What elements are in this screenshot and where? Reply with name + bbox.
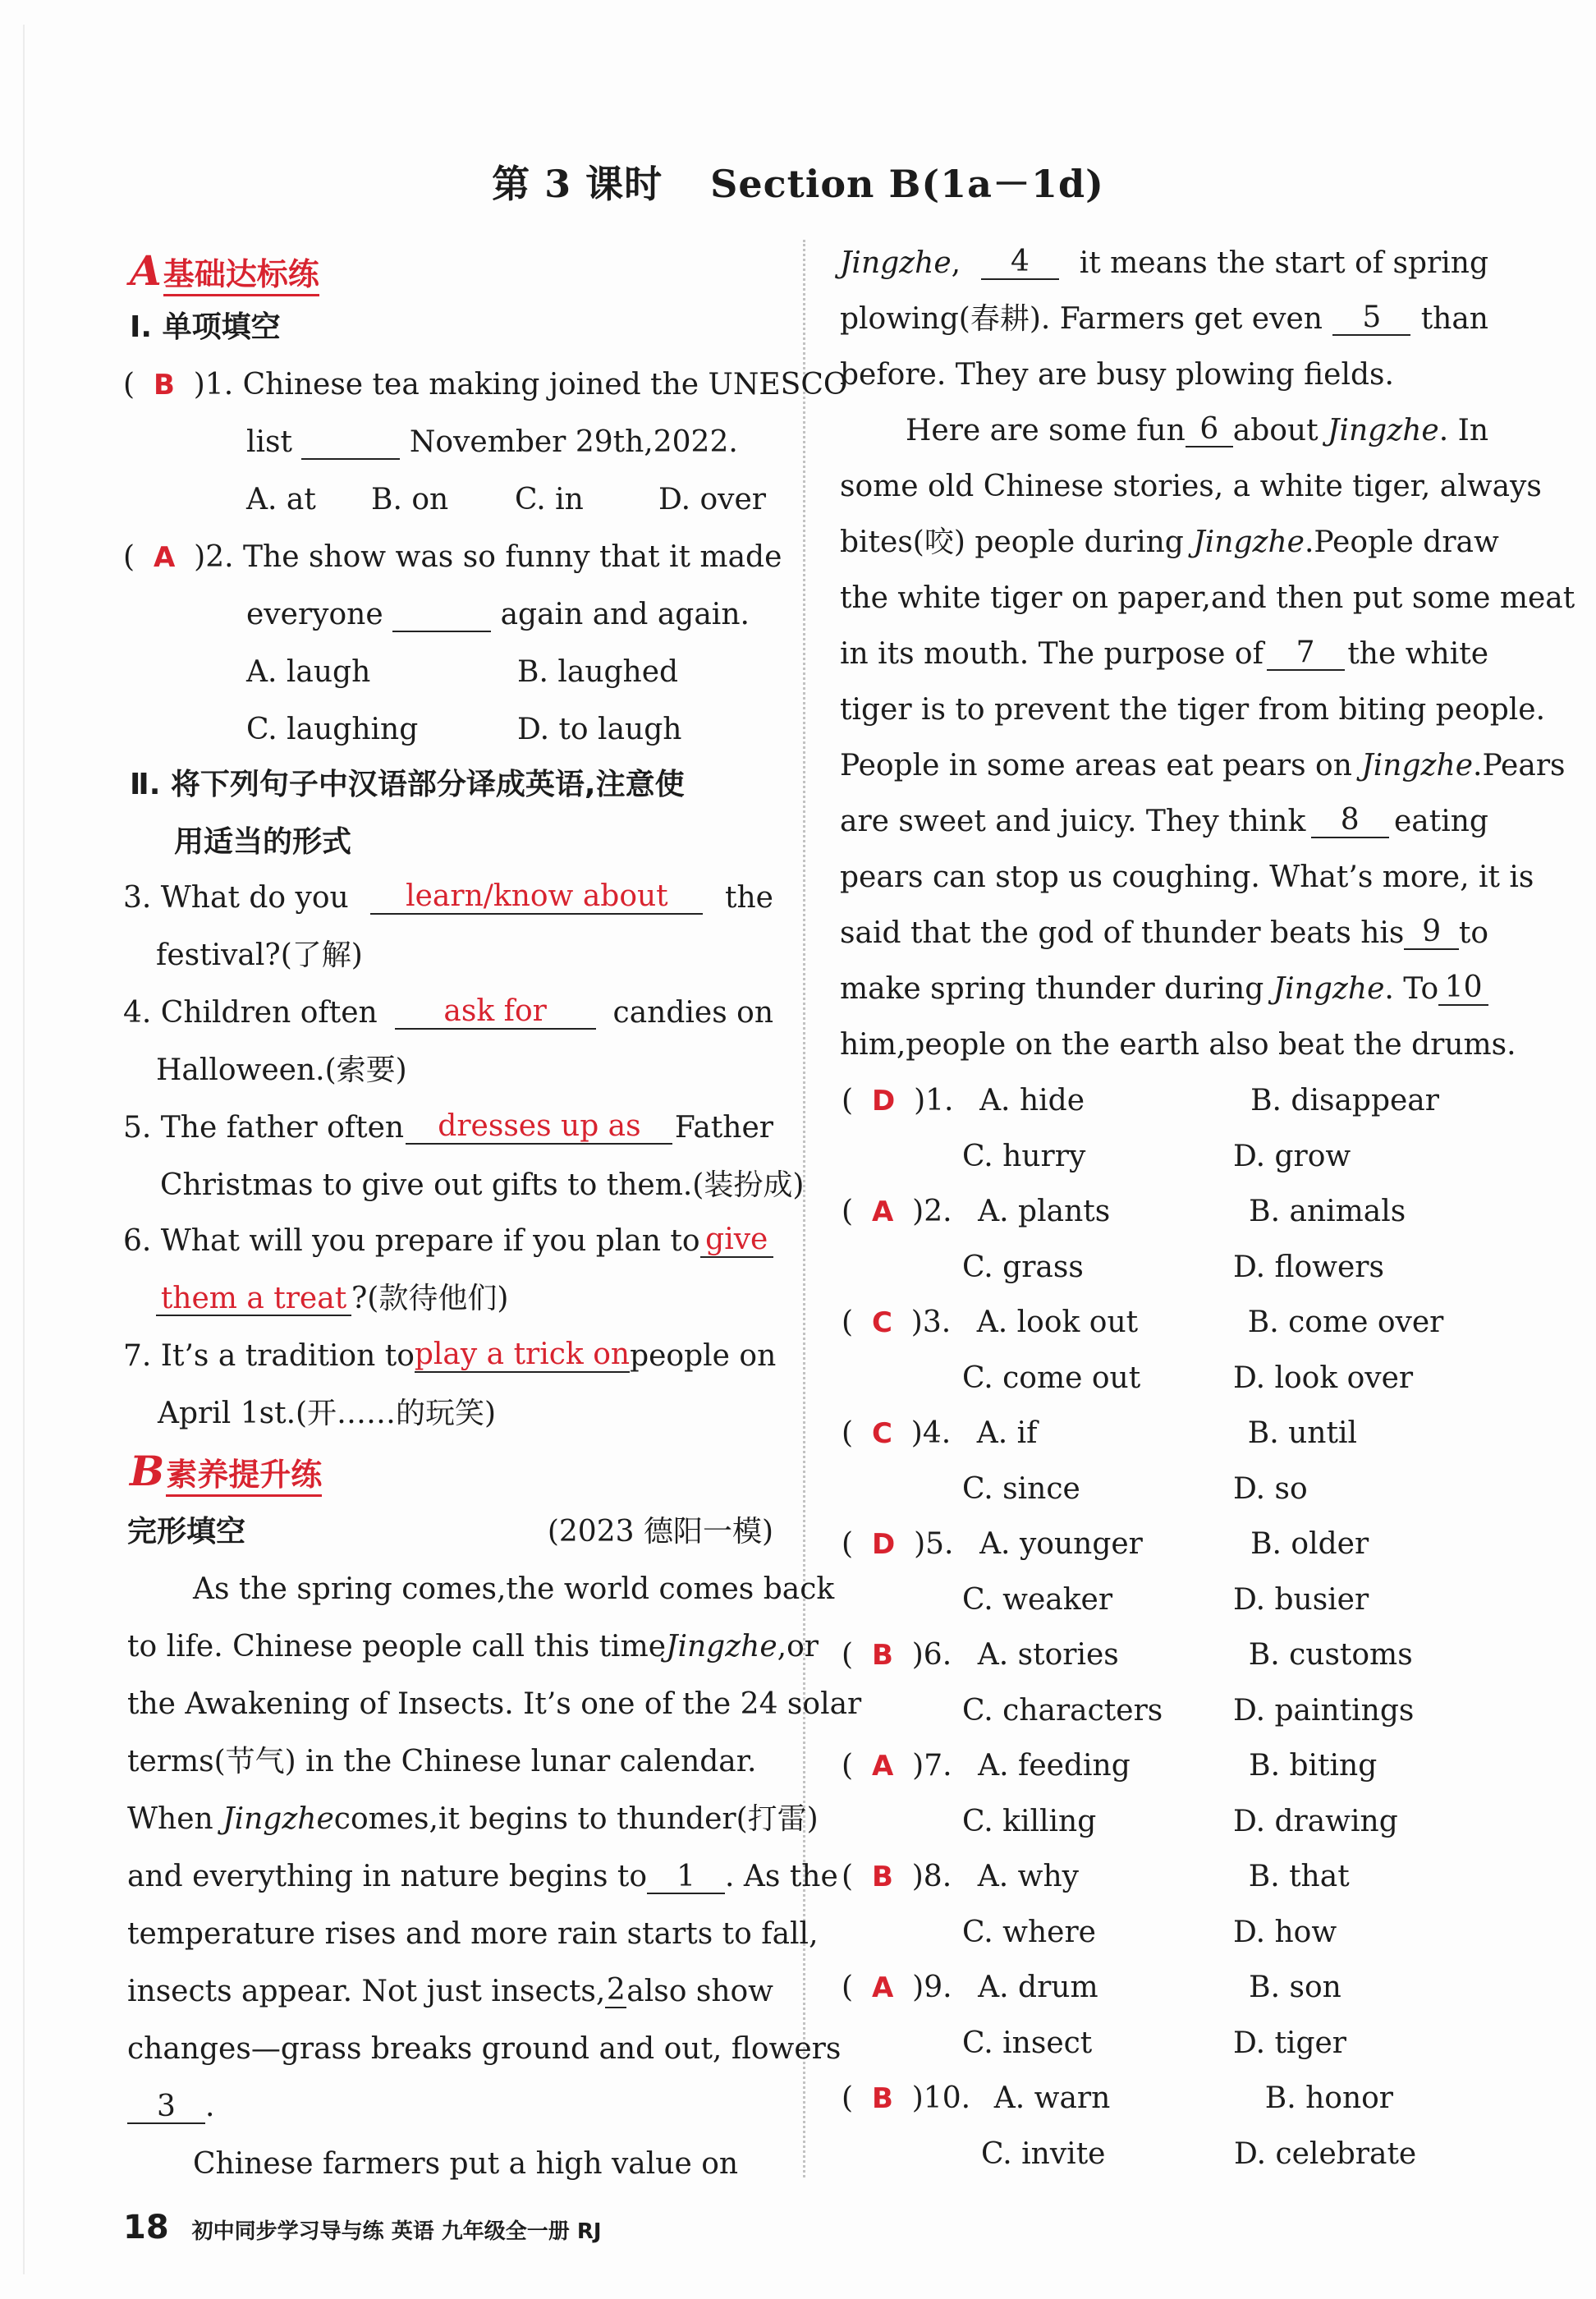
option: B. disappear xyxy=(1250,1084,1439,1117)
cloze-blank-5: 5 xyxy=(1332,302,1410,336)
cloze-text: make spring thunder during Jingzhe. To 10 xyxy=(840,972,1488,1006)
cloze-text: Here are some fun 6 about Jingzhe. In xyxy=(906,412,1488,447)
page-footer xyxy=(123,2209,602,2246)
cloze-text: changes—grass breaks ground and out, flowers xyxy=(127,2032,842,2066)
option: A. look out xyxy=(976,1306,1139,1339)
part2-heading: Ⅱ. 将下列句子中汉语部分译成英语,注意使 xyxy=(130,768,685,801)
answer-q6-part2: them a treat xyxy=(156,1283,351,1316)
option: A. stories xyxy=(977,1638,1119,1672)
cloze-question-9-options-cd xyxy=(962,2026,1346,2060)
cloze-blank-10: 10 xyxy=(1438,972,1488,1006)
cloze-question-9: ( A )9. A. drum B. son xyxy=(842,1971,1341,2004)
question-6: 6. What will you prepare if you plan to give xyxy=(123,1224,773,1258)
cloze-text: When Jingzhe comes,it begins to thunder(打雷) xyxy=(127,1802,819,1836)
option: A. hide xyxy=(979,1084,1085,1117)
cloze-question-2: ( A )2. A. plants B. animals xyxy=(842,1195,1406,1228)
answer-cloze-10: B xyxy=(871,2082,893,2115)
answer-cloze-1: D xyxy=(871,1085,896,1117)
cloze-text: tiger is to prevent the tiger from biting people. xyxy=(840,693,1546,727)
cloze-question-6-options-cd xyxy=(962,1694,1414,1728)
option: A. drum xyxy=(978,1971,1098,2004)
question-7-line2: April 1st.(开……的玩笑) xyxy=(158,1397,497,1430)
question-3: 3. What do you learn/know about the xyxy=(123,879,773,915)
answer-cloze-2: A xyxy=(871,1195,894,1228)
option: C. insect xyxy=(962,2026,1093,2060)
page-edge xyxy=(23,25,25,2274)
cloze-text: 3 . xyxy=(127,2090,214,2124)
cloze-text: said that the god of thunder beats his 9 to xyxy=(840,915,1488,950)
option: D. busier xyxy=(1233,1583,1369,1617)
answer-q7: play a trick on xyxy=(415,1339,630,1373)
cloze-question-2-options-cd xyxy=(962,1250,1384,1284)
question-3-line2: festival?(了解) xyxy=(156,938,363,972)
option: B. older xyxy=(1250,1527,1369,1561)
option: C. come out xyxy=(962,1361,1141,1395)
page-title: 第 3 课时 Section B(1a－1d) xyxy=(492,162,1104,206)
answer-cloze-5: D xyxy=(871,1528,896,1561)
option: C. characters xyxy=(962,1694,1163,1728)
question-6-line2: them a treat ?(款待他们) xyxy=(156,1282,508,1316)
cloze-blank-3: 3 xyxy=(127,2091,205,2124)
cloze-text: the Awakening of Insects. It’s one of the 24 solar xyxy=(127,1687,862,1721)
cloze-text: are sweet and juicy. They think 8 eating xyxy=(840,803,1488,838)
option: D. paintings xyxy=(1233,1694,1415,1728)
cloze-question-6: ( B )6. A. stories B. customs xyxy=(842,1638,1413,1672)
cloze-question-10-options-cd xyxy=(981,2137,1416,2171)
answer-q3: learn/know about xyxy=(370,881,703,915)
question-7: 7. It’s a tradition to play a trick on people on xyxy=(123,1338,777,1373)
cloze-text: temperature rises and more rain starts to fall, xyxy=(127,1917,819,1951)
option: D. drawing xyxy=(1233,1805,1398,1838)
answer-q5: dresses up as xyxy=(406,1111,672,1145)
option: C. killing xyxy=(962,1805,1097,1838)
cloze-text: pears can stop us coughing. What’s more, it is xyxy=(840,860,1534,894)
option: A. why xyxy=(977,1860,1079,1893)
option: B. animals xyxy=(1249,1195,1406,1228)
cloze-text: and everything in nature begins to 1 . As the xyxy=(127,1860,838,1893)
cloze-text: People in some areas eat pears on Jingzhe. Pears xyxy=(840,749,1566,782)
option: D. flowers xyxy=(1233,1250,1384,1284)
option: C. invite xyxy=(981,2137,1106,2171)
cloze-question-5: ( D )5. A. younger B. older xyxy=(842,1527,1369,1561)
cloze-text: terms(节气) in the Chinese lunar calendar. xyxy=(127,1745,757,1778)
page-number: 18 xyxy=(123,2209,169,2246)
question-2: ( A )2. The show was so funny that it made xyxy=(123,540,782,574)
cloze-question-8-options-cd xyxy=(962,1916,1337,1949)
section-b-heading: B 素养提升练 xyxy=(130,1447,323,1495)
cloze-question-3: ( C )3. A. look out B. come over xyxy=(842,1306,1444,1339)
cloze-heading-row xyxy=(127,1515,773,1549)
option: C. hurry xyxy=(962,1140,1086,1173)
option: A. warn xyxy=(993,2081,1111,2115)
question-2-line2: everyone again and again. xyxy=(246,598,750,631)
option: D. celebrate xyxy=(1234,2137,1417,2171)
question-4-line2: Halloween.(索要) xyxy=(156,1053,407,1087)
cloze-question-8: ( B )8. A. why B. that xyxy=(842,1860,1350,1893)
cloze-question-5-options-cd xyxy=(962,1583,1369,1617)
option: B. come over xyxy=(1247,1306,1444,1339)
part2-heading-cont: 用适当的形式 xyxy=(174,825,352,859)
question-5-line2: Christmas to give out gifts to them.(装扮成) xyxy=(160,1168,805,1202)
blank xyxy=(301,427,400,460)
cloze-blank-6: 6 xyxy=(1186,414,1233,447)
cloze-question-7: ( A )7. A. feeding B. biting xyxy=(842,1749,1378,1783)
question-2-options-cd: C. laughing D. to laugh xyxy=(246,713,682,746)
answer-cloze-3: C xyxy=(871,1306,892,1339)
cloze-question-7-options-cd xyxy=(962,1805,1398,1838)
cloze-question-3-options-cd xyxy=(962,1361,1413,1395)
section-a-heading: A 基础达标练 xyxy=(130,246,319,295)
cloze-blank-1: 1 xyxy=(647,1861,725,1894)
cloze-text: Jingzhe, 4 it means the start of spring xyxy=(840,245,1488,280)
cloze-question-10: ( B )10. A. warn B. honor xyxy=(842,2081,1394,2115)
cloze-text: Chinese farmers put a high value on xyxy=(193,2147,739,2181)
option: A. feeding xyxy=(978,1749,1130,1783)
option: D. grow xyxy=(1233,1140,1351,1173)
question-4: 4. Children often ask for candies on xyxy=(123,994,773,1030)
answer-q4: ask for xyxy=(395,996,596,1030)
cloze-question-1-options-cd xyxy=(962,1140,1351,1173)
cloze-text: plowing(春耕). Farmers get even 5 than xyxy=(840,301,1488,336)
cloze-blank-7: 7 xyxy=(1267,637,1345,671)
answer-cloze-7: A xyxy=(871,1750,894,1783)
option: B. until xyxy=(1247,1416,1357,1450)
question-2-options-ab: A. laugh B. laughed xyxy=(246,655,679,689)
blank xyxy=(392,599,491,632)
option: A. plants xyxy=(978,1195,1111,1228)
option: B. customs xyxy=(1248,1638,1413,1672)
answer-q6-part1: give xyxy=(700,1224,773,1258)
question-5: 5. The father often dresses up as Father xyxy=(123,1109,773,1145)
answer-cloze-9: A xyxy=(871,1971,894,2004)
option: C. since xyxy=(962,1472,1080,1506)
cloze-blank-4: 4 xyxy=(981,246,1059,280)
option: C. grass xyxy=(962,1250,1084,1284)
part1-heading: Ⅰ. 单项填空 xyxy=(130,310,281,344)
cloze-text: bites(咬) people during Jingzhe. People draw xyxy=(840,525,1499,559)
cloze-text: insects appear. Not just insects, 2 also show xyxy=(127,1973,773,2008)
option: C. weaker xyxy=(962,1583,1113,1617)
cloze-text: him,people on the earth also beat the drums. xyxy=(840,1028,1516,1062)
option: D. look over xyxy=(1233,1361,1414,1395)
cloze-source: (2023 德阳一模) xyxy=(547,1515,773,1549)
question-1-line2: list November 29th,2022. xyxy=(246,425,738,459)
option: A. younger xyxy=(979,1527,1143,1561)
cloze-text: some old Chinese stories, a white tiger, always xyxy=(840,470,1542,503)
cloze-text: As the spring comes,the world comes back xyxy=(193,1572,835,1606)
option: B. son xyxy=(1249,1971,1341,2004)
cloze-question-1: ( D )1. A. hide B. disappear xyxy=(842,1084,1439,1117)
option: B. biting xyxy=(1249,1749,1378,1783)
option: D. tiger xyxy=(1233,2026,1347,2060)
answer-cloze-8: B xyxy=(871,1861,893,1893)
answer-cloze-4: C xyxy=(871,1417,892,1450)
cloze-text: to life. Chinese people call this time Jingzhe,or xyxy=(127,1630,819,1663)
option: D. so xyxy=(1233,1472,1308,1506)
answer-q1: B xyxy=(153,369,175,402)
option: B. that xyxy=(1248,1860,1350,1893)
cloze-blank-8: 8 xyxy=(1311,805,1389,838)
cloze-blank-2: 2 xyxy=(605,1975,626,2008)
answer-cloze-6: B xyxy=(871,1639,893,1672)
book-title: 初中同步学习导与练 英语 九年级全一册 RJ xyxy=(191,2219,602,2244)
cloze-blank-9: 9 xyxy=(1404,916,1458,950)
answer-q2: A xyxy=(153,541,176,574)
cloze-question-4-options-cd xyxy=(962,1472,1308,1506)
cloze-text: before. They are busy plowing fields. xyxy=(840,358,1394,392)
question-1-options: A. at B. on C. in D. over xyxy=(246,483,766,516)
cloze-heading: 完形填空 xyxy=(127,1515,246,1549)
cloze-text: in its mouth. The purpose of 7 the white xyxy=(840,636,1488,671)
option: B. honor xyxy=(1264,2081,1394,2115)
cloze-question-4: ( C )4. A. if B. until xyxy=(842,1416,1357,1450)
option: D. how xyxy=(1233,1916,1337,1949)
question-1: ( B )1. Chinese tea making joined the UNESCO xyxy=(123,368,848,402)
option: C. where xyxy=(962,1916,1096,1949)
cloze-text: the white tiger on paper,and then put some meat xyxy=(840,581,1575,615)
option: A. if xyxy=(976,1416,1038,1450)
